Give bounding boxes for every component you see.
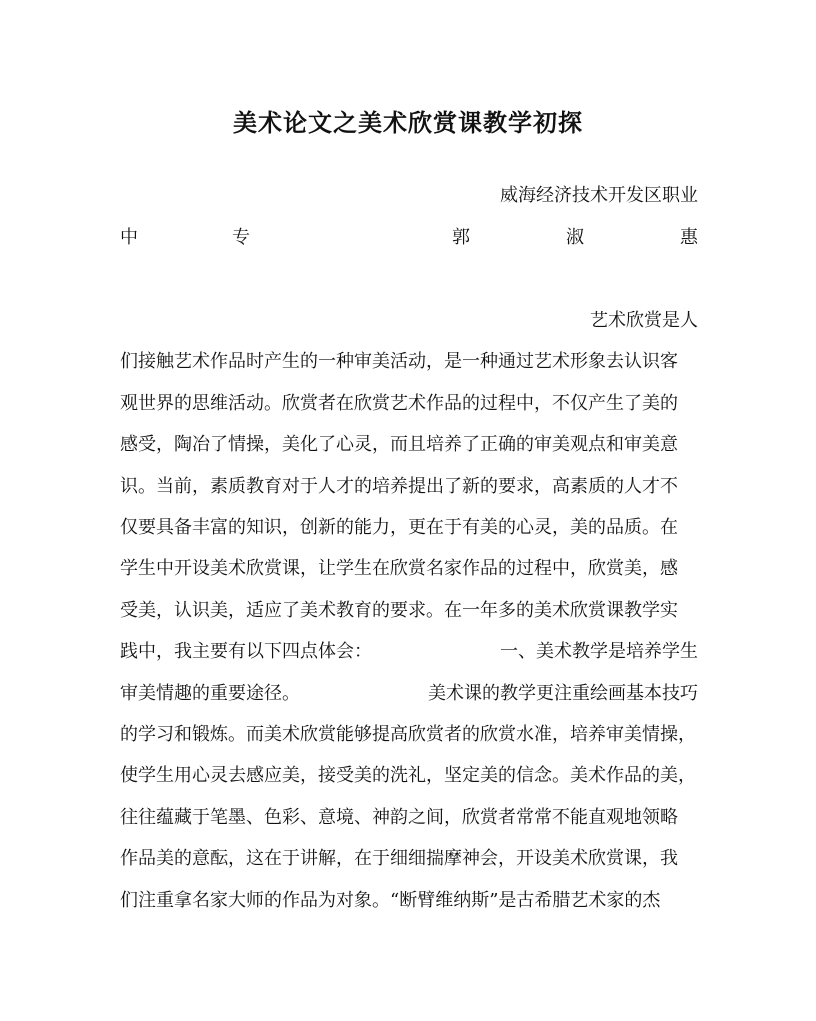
body-line: 的学习和锻炼。而美术欣赏能够提高欣赏者的欣赏水准，培养审美情操， xyxy=(120,724,696,745)
body-line: 识。当前，素质教育对于人才的培养提出了新的要求，高素质的人才不 xyxy=(120,476,678,497)
body-text: 美术课的教学更注重绘画基本技巧 xyxy=(428,683,698,704)
author-affiliation: 威海经济技术开发区职业 xyxy=(500,185,698,206)
author-char: 惠 xyxy=(680,227,698,248)
body-line xyxy=(120,350,698,374)
body-line: 们注重拿名家大师的作品为对象。“断臂维纳斯”是古希腊艺术家的杰 xyxy=(120,890,661,911)
body-line: 学生中开设美术欣赏课，让学生在欣赏名家作品的过程中，欣赏美，感 xyxy=(120,558,678,579)
body-line: 仅要具备丰富的知识，创新的能力，更在于有美的心灵，美的品质。在 xyxy=(120,517,678,538)
body-line: 艺术欣赏是人 xyxy=(590,310,698,331)
body-line: 使学生用心灵去感应美，接受美的洗礼，坚定美的信念。美术作品的美， xyxy=(120,765,696,786)
body-text: 们接触艺术作品时产生的一种审美活动，是一种通过艺术形象去认识客 xyxy=(120,351,678,372)
author-char: 淑 xyxy=(566,227,584,248)
body-line xyxy=(120,682,698,706)
body-line: 观世界的思维活动。欣赏者在欣赏艺术作品的过程中，不仅产生了美的 xyxy=(120,393,678,414)
page-title: 美术论文之美术欣赏课教学初探 xyxy=(233,108,583,137)
body-line xyxy=(120,640,698,664)
author-char: 郭 xyxy=(452,227,470,248)
body-text: 践中，我主要有以下四点体会： xyxy=(120,641,372,662)
section-heading-1: 一、美术教学是培养学生 xyxy=(500,641,698,662)
body-line: 作品美的意酝，这在于讲解，在于细细揣摩神会，开设美术欣赏课，我 xyxy=(120,848,678,869)
author-char: 专 xyxy=(232,227,250,248)
body-line: 往往蕴藏于笔墨、色彩、意境、神韵之间，欣赏者常常不能直观地领略 xyxy=(120,807,678,828)
body-line: 感受，陶冶了情操，美化了心灵，而且培养了正确的审美观点和审美意 xyxy=(120,434,678,455)
body-line: 受美，认识美，适应了美术教育的要求。在一年多的美术欣赏课教学实 xyxy=(120,600,678,621)
section-heading-1-cont: 审美情趣的重要途径。 xyxy=(120,683,300,704)
author-char: 中 xyxy=(120,227,138,248)
